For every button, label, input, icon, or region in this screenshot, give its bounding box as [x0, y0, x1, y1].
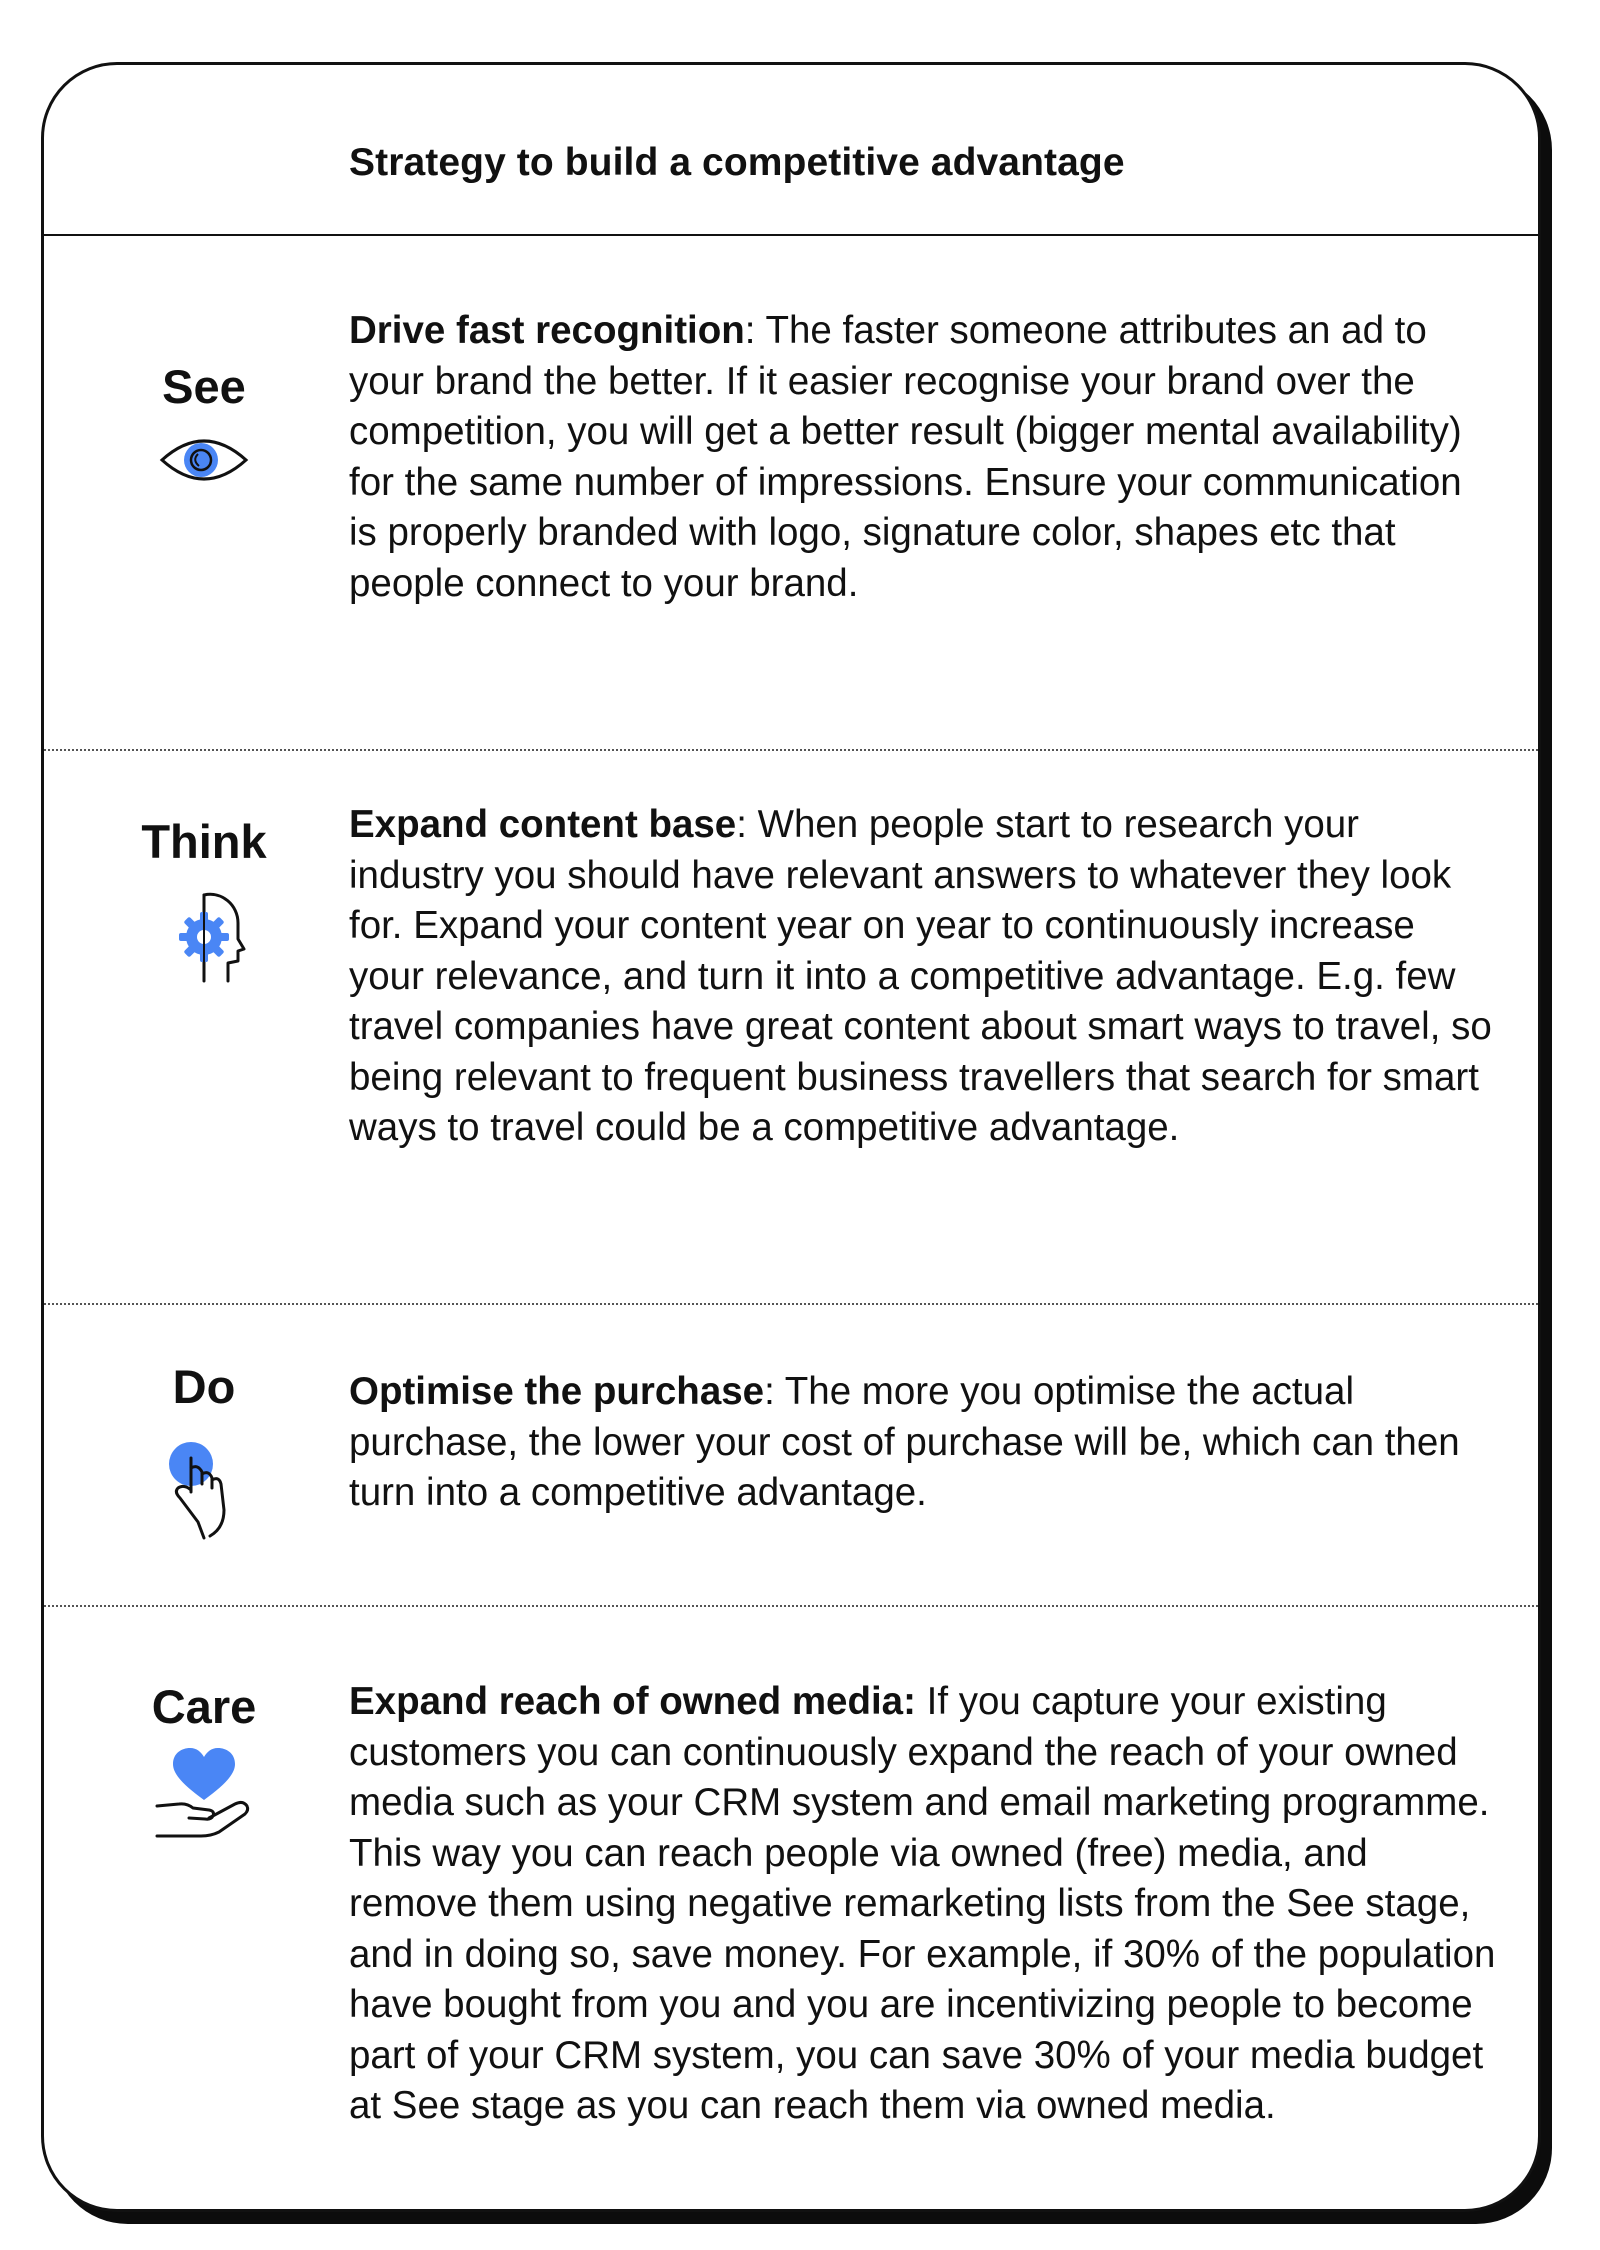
heading-separator: : [764, 1370, 785, 1413]
stage-column [104, 1360, 304, 1542]
stage-heading-care: Expand reach of owned media: [349, 1680, 916, 1723]
eye-icon [154, 430, 254, 490]
stage-heading-see: Drive fast recognition [349, 309, 745, 352]
stage-label-do: Do [172, 1360, 236, 1413]
stage-description-think [349, 800, 1499, 1154]
stage-label-think: Think [141, 815, 267, 868]
stage-description-care [349, 1677, 1499, 2132]
card-header [44, 65, 1538, 236]
stage-row-care [44, 1607, 1538, 2207]
strategy-card [41, 62, 1541, 2212]
stage-row-think [44, 751, 1538, 1305]
gear-head-icon [154, 887, 254, 987]
stage-heading-do: Optimise the purchase [349, 1370, 765, 1413]
stage-heading-think: Expand content base [349, 803, 737, 846]
stage-column [104, 1680, 304, 1848]
stage-column [104, 815, 304, 987]
stage-description-do [349, 1367, 1499, 1519]
stage-label-care: Care [151, 1680, 257, 1733]
stage-column [104, 360, 304, 490]
heart-hand-icon [149, 1748, 259, 1848]
stage-body-care: If you capture your existing customers you can continuously expand the reach of your owned media such as your CRM system and email marketing programme. This way you can reach people via owned (free) media, and remove them using negative remarketing lists from the See stage, and in doing so, save money. For example, if 30% of the population have bought from you and you are incentivizing people to become part of your CRM system, you can save 30% of your media budget at See stage as you can reach them via owned media. [349, 1680, 1496, 2127]
heading-separator: : [736, 803, 758, 846]
heading-separator [916, 1680, 927, 1723]
stage-row-do [44, 1305, 1538, 1607]
tap-hand-icon [154, 1432, 254, 1542]
stage-body-do: The more you optimise the actual purchase, the lower your cost of purchase will be, which can then turn into a competitive advantage. [349, 1370, 1460, 1514]
page-title: Strategy to build a competitive advantage [349, 141, 1125, 184]
stage-row-see [44, 236, 1538, 751]
stage-label-see: See [162, 360, 246, 413]
heading-separator: : [744, 309, 766, 352]
stage-body-think: When people start to research your industry you should have relevant answers to whatever they look for. Expand your content year on year to continuously increase your relevance, and turn it into a competitive advantage. E.g. few travel companies have great content about smart ways to travel, so being relevant to frequent business travellers that search for smart ways to travel could be a competitive advantage. [349, 803, 1492, 1149]
stage-body-see: The faster someone attributes an ad to your brand the better. If it easier recognise your brand over the competition, you will get a better result (bigger mental availability) for the same number of impressions. Ensure your communication is properly branded with logo, signature color, shapes etc that people connect to your brand. [349, 309, 1462, 605]
stage-description-see [349, 306, 1499, 609]
